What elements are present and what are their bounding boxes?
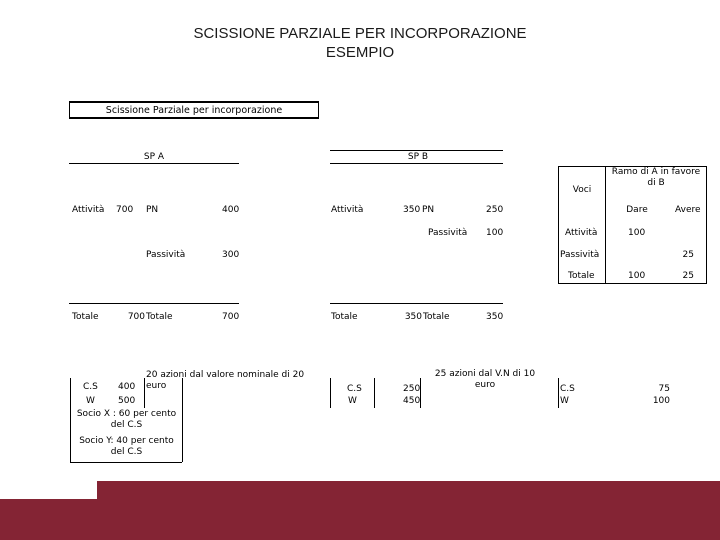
spa-totale-right-value: 700 [222,312,240,322]
spa-name: SP A [143,152,165,162]
spb-attivita-label: Attività [331,205,364,215]
spa-totale-right-label: Totale [146,312,173,322]
c-w-value: 100 [652,396,670,406]
spa-pn-label: PN [146,205,159,215]
footer-bar-left [0,499,97,540]
b-cs-value: 250 [403,384,421,394]
a-note: 20 azioni dal valore nominale di 20 euro [146,370,305,391]
ramo-left-border [558,166,559,284]
a-w-value: 500 [118,396,136,406]
a-cs-label: C.S [83,382,98,392]
a-cs-value: 400 [118,382,136,392]
c-w-label: W [560,396,569,406]
footer-bar [97,481,720,540]
header-box: Scissione Parziale per incorporazione [69,101,319,119]
ramo-attivita-label: Attività [565,228,598,238]
spa-attivita-label: Attività [72,205,105,215]
spb-totale-left-label: Totale [331,312,358,322]
ramo-header: Ramo di A in favore di B [611,167,701,188]
spb-pn-label: PN [422,205,435,215]
b-w-value: 450 [403,396,421,406]
a-box-bottom-line [70,462,182,463]
spb-name: SP B [407,152,429,162]
ramo-col-divider [605,166,606,284]
b-box-divider [374,378,375,408]
a-socio-y: Socio Y: 40 per cento del C.S [79,436,174,457]
spa-bottom-line [69,303,239,304]
c-box-left-border [558,378,559,408]
ramo-dare-label: Dare [626,205,648,215]
c-cs-label: C.S [560,384,575,394]
b-w-label: W [348,396,357,406]
spb-bottom-line [330,303,503,304]
spa-passivita-label: Passività [146,250,186,260]
ramo-passivita-label: Passività [560,250,600,260]
ramo-totale-label: Totale [568,271,595,281]
b-box-left-border [330,378,331,408]
spa-top-line [69,163,239,164]
spb-passivita-label: Passività [428,228,468,238]
c-cs-value: 75 [658,384,670,394]
spa-totale-left-label: Totale [72,312,99,322]
spa-passivita-value: 300 [222,250,240,260]
spb-totale-left-value: 350 [404,312,422,322]
ramo-totale-avere: 25 [682,271,694,281]
spa-pn-value: 400 [222,205,240,215]
ramo-bottom-line [558,283,706,284]
ramo-voci-label: Voci [572,185,592,195]
a-w-label: W [86,396,95,406]
b-cs-label: C.S [347,384,362,394]
ramo-attivita-dare: 100 [628,228,646,238]
spb-top-line [330,150,503,151]
ramo-right-border [706,166,707,284]
spb-attivita-value: 350 [403,205,421,215]
spa-attivita-value: 700 [116,205,134,215]
ramo-totale-dare: 100 [628,271,646,281]
spb-totale-right-value: 350 [486,312,504,322]
ramo-avere-label: Avere [675,205,701,215]
title-line-2: ESEMPIO [325,44,395,61]
spb-header-line [330,163,503,164]
b-note: 25 azioni dal V.N di 10 euro [434,369,536,390]
spa-totale-left-value: 700 [127,312,145,322]
a-socio-x: Socio X : 60 per cento del C.S [76,409,177,430]
ramo-passivita-avere: 25 [682,250,694,260]
spb-pn-value: 250 [486,205,504,215]
spb-totale-right-label: Totale [423,312,450,322]
spb-passivita-value: 100 [486,228,504,238]
a-box-divider [144,378,145,408]
title-line-1: SCISSIONE PARZIALE PER INCORPORAZIONE [193,25,527,42]
